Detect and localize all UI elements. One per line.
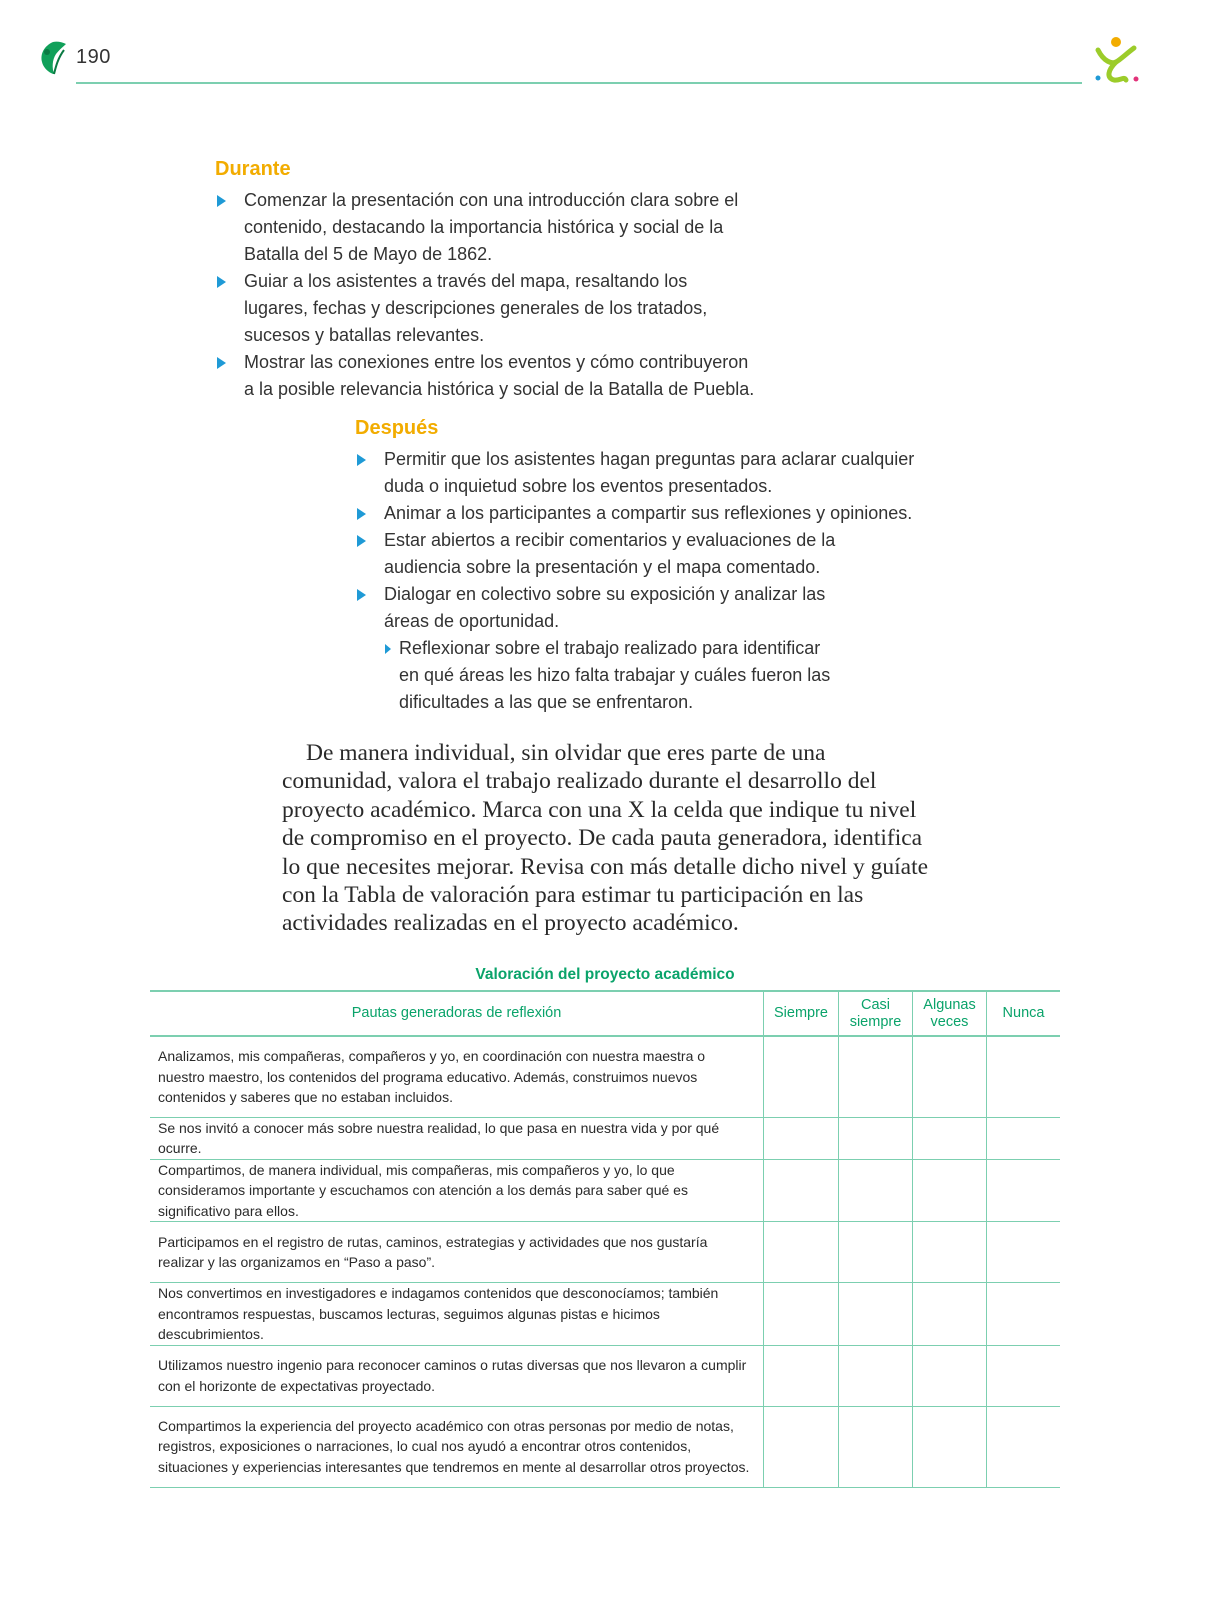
cell-siempre[interactable]: [764, 1159, 839, 1222]
pauta-cell: Compartimos la experiencia del proyecto académico con otras personas por medio de notas, registros, exposiciones o narraciones, lo cual nos ayudó a encontrar otros contenidos, situaciones y experiencias interesantes que tendremos en mente al desarrollar otros proyectos.: [150, 1406, 764, 1487]
valoracion-table: [150, 990, 1060, 1488]
table-title: Valoración del proyecto académico: [475, 966, 735, 983]
despues-list: [355, 446, 915, 716]
table-header-row: [150, 991, 1060, 1036]
cell-casi-siempre[interactable]: [839, 1036, 913, 1117]
bullet-triangle-icon: [217, 357, 226, 369]
pauta-cell: Analizamos, mis compañeras, compañeros y yo, en coordinación con nuestra maestra o nuestro maestro, los contenidos del programa educativo. Además, construimos nuevos contenidos y saberes que no estaban incluidos.: [150, 1036, 764, 1117]
table-row: [150, 1222, 1060, 1283]
cell-siempre[interactable]: [764, 1222, 839, 1283]
cell-casi-siempre[interactable]: [839, 1159, 913, 1222]
header-algunas-veces: Algunas veces: [913, 991, 987, 1036]
section-durante: [215, 157, 755, 403]
bullet-triangle-icon: [217, 276, 226, 288]
bullet-triangle-icon: [357, 535, 366, 547]
header-siempre: Siempre: [764, 991, 839, 1036]
header-nunca: Nunca: [987, 991, 1061, 1036]
cell-algunas-veces[interactable]: [913, 1036, 987, 1117]
list-item: Estar abiertos a recibir comentarios y evaluaciones de la audiencia sobre la presentación y el mapa comentado.: [355, 527, 915, 581]
cell-siempre[interactable]: [764, 1345, 839, 1406]
green-leaf-icon: [38, 40, 68, 76]
cell-siempre[interactable]: [764, 1117, 839, 1159]
header-pautas: Pautas generadoras de reflexión: [150, 991, 764, 1036]
cell-casi-siempre[interactable]: [839, 1117, 913, 1159]
cell-algunas-veces[interactable]: [913, 1159, 987, 1222]
cell-nunca[interactable]: [987, 1036, 1061, 1117]
list-item: Dialogar en colectivo sobre su exposición y analizar las áreas de oportunidad.: [355, 581, 915, 635]
table-row: [150, 1406, 1060, 1487]
bullet-triangle-icon: [357, 454, 366, 466]
cell-siempre[interactable]: [764, 1283, 839, 1346]
cell-nunca[interactable]: [987, 1117, 1061, 1159]
cell-siempre[interactable]: [764, 1036, 839, 1117]
cell-algunas-veces[interactable]: [913, 1406, 987, 1487]
pauta-cell: Utilizamos nuestro ingenio para reconocer caminos o rutas diversas que nos llevaron a cumplir con el horizonte de expectativas proyectado.: [150, 1345, 764, 1406]
page-number: 190: [76, 46, 111, 68]
header-rule: [76, 82, 1082, 84]
colorful-figure-logo: [1090, 34, 1142, 86]
pauta-cell: Compartimos, de manera individual, mis compañeras, mis compañeros y yo, lo que consideramos importante y escuchamos con atención a los demás para saber qué es significativo para ellos.: [150, 1159, 764, 1222]
sub-list-item: Reflexionar sobre el trabajo realizado para identificar en qué áreas les hizo falta trabajar y cuáles fueron las dificultades a las que se enfrentaron.: [355, 635, 915, 716]
cell-casi-siempre[interactable]: [839, 1283, 913, 1346]
list-item: Animar a los participantes a compartir sus reflexiones y opiniones.: [355, 500, 915, 527]
cell-nunca[interactable]: [987, 1345, 1061, 1406]
list-item: Mostrar las conexiones entre los eventos y cómo contribuyeron a la posible relevancia histórica y social de la Batalla de Puebla.: [215, 349, 755, 403]
bullet-triangle-icon: [357, 589, 366, 601]
cell-casi-siempre[interactable]: [839, 1345, 913, 1406]
pauta-cell: Nos convertimos en investigadores e indagamos contenidos que desconocíamos; también encontramos respuestas, buscamos lecturas, seguimos algunas pistas e hicimos descubrimientos.: [150, 1283, 764, 1346]
cell-casi-siempre[interactable]: [839, 1406, 913, 1487]
table-row: [150, 1117, 1060, 1159]
section-title-durante: Durante: [215, 158, 291, 180]
cell-nunca[interactable]: [987, 1283, 1061, 1346]
cell-nunca[interactable]: [987, 1222, 1061, 1283]
table-row: [150, 1345, 1060, 1406]
cell-nunca[interactable]: [987, 1406, 1061, 1487]
table-row: [150, 1036, 1060, 1117]
cell-algunas-veces[interactable]: [913, 1283, 987, 1346]
cell-algunas-veces[interactable]: [913, 1117, 987, 1159]
header-casi-siempre: Casi siempre: [839, 991, 913, 1036]
section-despues: [355, 416, 915, 716]
cell-algunas-veces[interactable]: [913, 1345, 987, 1406]
bullet-triangle-icon: [217, 195, 226, 207]
section-title-despues: Después: [355, 417, 439, 439]
pauta-cell: Participamos en el registro de rutas, caminos, estrategias y actividades que nos gustaría realizar y las organizamos en “Paso a paso”.: [150, 1222, 764, 1283]
cell-casi-siempre[interactable]: [839, 1222, 913, 1283]
table-row: [150, 1283, 1060, 1346]
page-header: [0, 0, 1214, 90]
list-item: Permitir que los asistentes hagan preguntas para aclarar cualquier duda o inquietud sobre los eventos presentados.: [355, 446, 915, 500]
list-item: Guiar a los asistentes a través del mapa, resaltando los lugares, fechas y descripciones generales de los tratados, sucesos y batallas relevantes.: [215, 268, 755, 349]
table-row: [150, 1159, 1060, 1222]
durante-list: [215, 187, 755, 403]
bullet-triangle-icon: [385, 644, 391, 654]
list-item: Comenzar la presentación con una introducción clara sobre el contenido, destacando la importancia histórica y social de la Batalla del 5 de Mayo de 1862.: [215, 187, 755, 268]
bullet-triangle-icon: [357, 508, 366, 520]
cell-algunas-veces[interactable]: [913, 1222, 987, 1283]
cell-nunca[interactable]: [987, 1159, 1061, 1222]
instruction-paragraph: De manera individual, sin olvidar que eres parte de una comunidad, valora el trabajo realizado durante el desarrollo del proyecto académico. Marca con una X la celda que indique tu nivel de compromiso en el proyecto. De cada pauta generadora, identifica lo que necesites mejorar. Revisa con más detalle dicho nivel y guíate con la Tabla de valoración para estimar tu participación en las actividades realizadas en el proyecto académico.: [282, 740, 929, 937]
cell-siempre[interactable]: [764, 1406, 839, 1487]
pauta-cell: Se nos invitó a conocer más sobre nuestra realidad, lo que pasa en nuestra vida y por qué ocurre.: [150, 1117, 764, 1159]
